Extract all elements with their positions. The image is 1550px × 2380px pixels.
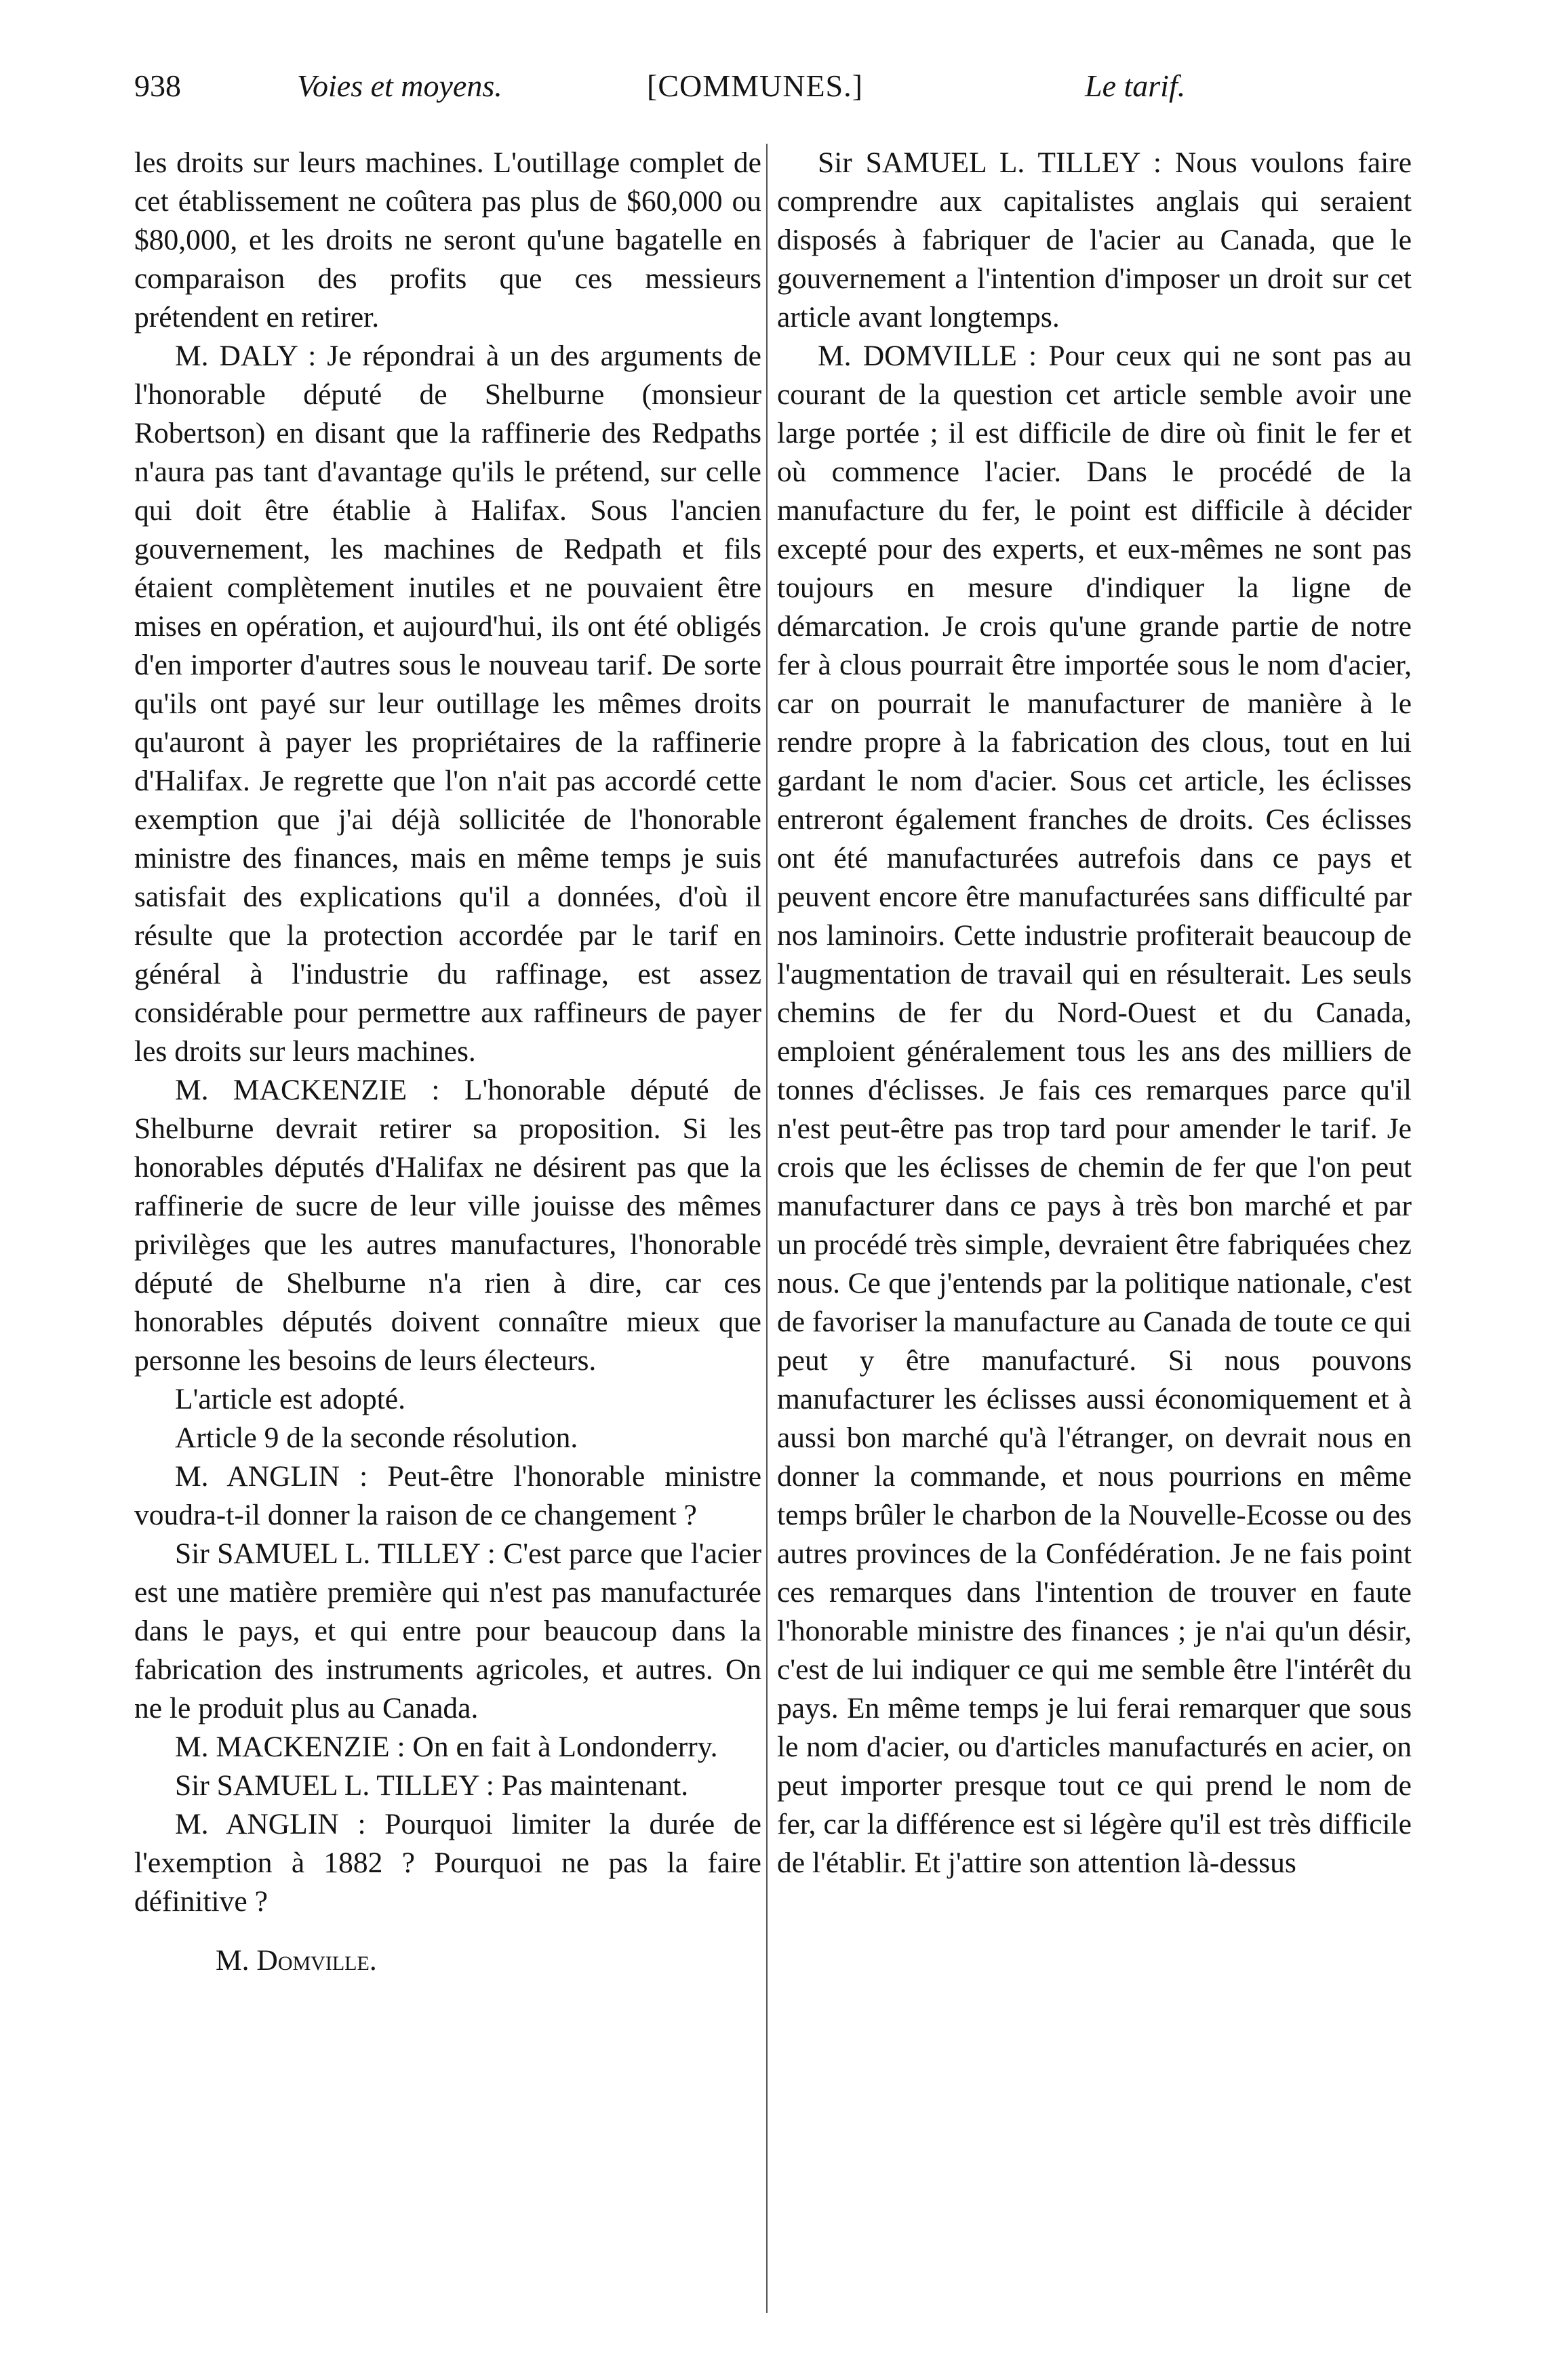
paragraph: Sir SAMUEL L. TILLEY : C'est parce que l'acier est une matière première qui n'est pas manufacturée dans le pays, et qui entre pour beaucoup dans la fabrication des instruments agricoles, et autres. On ne le produit plus au Canada. <box>134 1537 761 1725</box>
column-divider <box>766 144 768 2313</box>
paragraph: M. DALY : Je répondrai à un des arguments de l'honorable député de Shelburne (monsieur Robertson) en disant que la raffinerie des Redpaths n'aura pas tant d'avantage qu'ils le prétend, sur celle qui doit être établie à Halifax. Sous l'ancien gouvernement, les machines de Redpath et fils étaient complètement inutiles et ne pouvaient être mises en opération, et aujourd'hui, ils ont été obligés d'en importer d'autres sous le nouveau tarif. De sorte qu'ils ont payé sur leur outillage les mêmes droits qu'auront à payer les propriétaires de la raffinerie d'Halifax. Je regrette que l'on n'ait pas accordé cette exemption que j'ai déjà sollicitée de l'honorable ministre des finances, mais en même temps je suis satisfait des explications qu'il a données, d'où il résulte que la protection accordée par le tarif en général à l'industrie du raffinage, est assez considérable pour permettre aux raffineurs de payer les droits sur leurs machines. <box>134 340 761 1068</box>
left-column <box>134 144 761 1980</box>
paragraph: les droits sur leurs machines. L'outillage complet de cet établissement ne coûtera pas plus de $60,000 ou $80,000, et les droits ne seront qu'une bagatelle en comparaison des profits que ces messieurs prétendent en retirer. <box>134 146 761 334</box>
paragraph: M. MACKENZIE : On en fait à Londonderry. <box>175 1731 718 1763</box>
paragraph: Sir SAMUEL L. TILLEY : Nous voulons faire comprendre aux capitalistes anglais qui seraient disposés à fabriquer de l'acier au Canada, que le gouvernement a l'intention d'imposer un droit sur cet article avant longtemps. <box>777 146 1412 334</box>
paragraph: Sir SAMUEL L. TILLEY : Pas maintenant. <box>175 1769 689 1802</box>
paragraph: M. DOMVILLE : Pour ceux qui ne sont pas au courant de la question cet article semble avoir une large portée ; il est difficile de dire où finit le fer et où commence l'acier. Dans le procédé de la manufacture du fer, le point est difficile à décider excepté pour des experts, et eux-mêmes ne sont pas toujours en mesure d'indiquer la ligne de démarcation. Je crois qu'une grande partie de notre fer à clous pourrait être importée sous le nom d'acier, car on pourrait le manufacturer de manière à le rendre propre à la fabrication des clous, tout en lui gardant le nom d'acier. Sous cet article, les éclisses entreront également franches de droits. Ces éclisses ont été manufacturées autrefois dans ce pays et peuvent encore être manufacturées sans difficulté par nos laminoirs. Cette industrie profiterait beaucoup de l'augmentation de travail qui en résulterait. Les seuls chemins de fer du Nord-Ouest et du Canada, emploient généralement tous les ans des milliers de tonnes d'éclisses. Je fais ces remarques parce qu'il n'est peut-être pas trop tard pour amender le tarif. Je crois que les éclisses de chemin de fer que l'on peut manufacturer dans ce pays à très bon marché et par un procédé très simple, devraient être fabriquées chez nous. Ce que j'entends par la politique nationale, c'est de favoriser la manufacture au Canada de toute ce qui peut y être manufacturé. Si nous pouvons manufacturer les éclisses aussi économiquement et à aussi bon marché qu'à l'étranger, on devrait nous en donner la commande, et nous pourrions en même temps brûler le charbon de la Nouvelle-Ecosse ou des autres provinces de la Confédération. Je ne fais point ces remarques dans l'intention de trouver en faute l'honorable ministre des finances ; je n'ai qu'un désir, c'est de lui indiquer ce qui me semble être l'intérêt du pays. En même temps je lui ferai remarquer que sous le nom d'acier, ou d'articles manufacturés en acier, on peut importer presque tout ce qui prend le nom de fer, car la différence est si légère qu'il est très difficile de l'établir. Et j'attire son attention là-dessus <box>777 340 1412 1879</box>
paragraph: L'article est adopté. <box>175 1383 405 1415</box>
paragraph: Article 9 de la seconde résolution. <box>175 1421 578 1454</box>
running-title-right: Le tarif. <box>1085 68 1186 103</box>
page-number: 938 <box>134 68 181 103</box>
running-title-left: Voies et moyens. <box>297 68 502 103</box>
next-speaker-label: M. Domville. <box>216 1944 377 1977</box>
paragraph: M. ANGLIN : Peut-être l'honorable ministre voudra-t-il donner la raison de ce changement ? <box>134 1460 761 1531</box>
running-title-center: [COMMUNES.] <box>647 68 863 103</box>
right-column <box>777 144 1412 1882</box>
paragraph: M. ANGLIN : Pourquoi limiter la durée de l'exemption à 1882 ? Pourquoi ne pas la faire définitive ? <box>134 1808 761 1918</box>
page-header <box>0 68 1550 115</box>
paragraph: M. MACKENZIE : L'honorable député de Shelburne devrait retirer sa proposition. Si les honorables députés d'Halifax ne désirent pas que la raffinerie de sucre de leur ville jouisse des mêmes privilèges que les autres manufactures, l'honorable député de Shelburne n'a rien à dire, car ces honorables députés doivent connaître mieux que personne les besoins de leurs électeurs. <box>134 1074 761 1377</box>
